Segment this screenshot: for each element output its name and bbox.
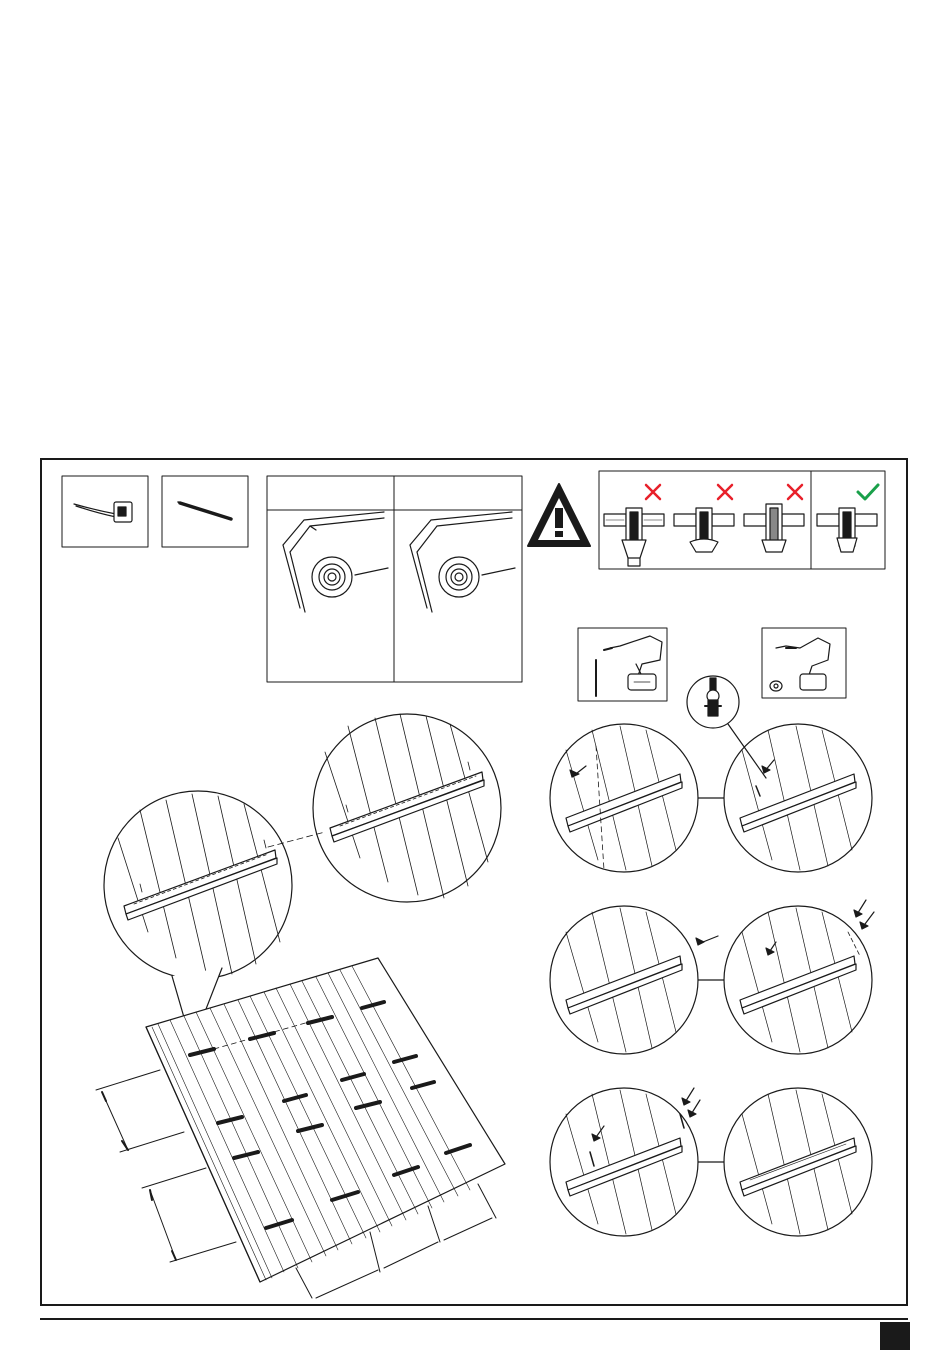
rivet-gun-icon (762, 628, 846, 698)
step-circle-4 (724, 900, 874, 1054)
rivet-detail-callout (687, 676, 766, 778)
step-circle-2 (724, 724, 872, 872)
step-circle-5 (550, 1088, 700, 1236)
rivet-check-panel (599, 471, 885, 569)
rivet-incorrect-3 (744, 504, 804, 552)
pencil-icon (162, 476, 248, 547)
drill-with-bit-icon (578, 628, 667, 701)
roof-panel-diagram (96, 958, 505, 1298)
red-cross-icon (718, 485, 732, 499)
rail-detail-large-right (313, 714, 501, 902)
step-circle-6 (724, 1088, 872, 1236)
red-cross-icon (788, 485, 802, 499)
screw-washer-detail-left (283, 512, 388, 612)
tape-measure-icon (62, 476, 148, 547)
rivet-incorrect-2 (674, 508, 734, 552)
green-check-icon (858, 485, 878, 499)
rivet-incorrect-1 (604, 508, 664, 566)
screw-comparison-table (267, 476, 522, 682)
rivet-correct (817, 508, 877, 552)
warning-triangle-icon (528, 484, 590, 546)
step-circle-1 (550, 724, 698, 872)
step-circle-3 (550, 906, 718, 1054)
red-cross-icon (646, 485, 660, 499)
screw-washer-detail-right (410, 512, 515, 612)
